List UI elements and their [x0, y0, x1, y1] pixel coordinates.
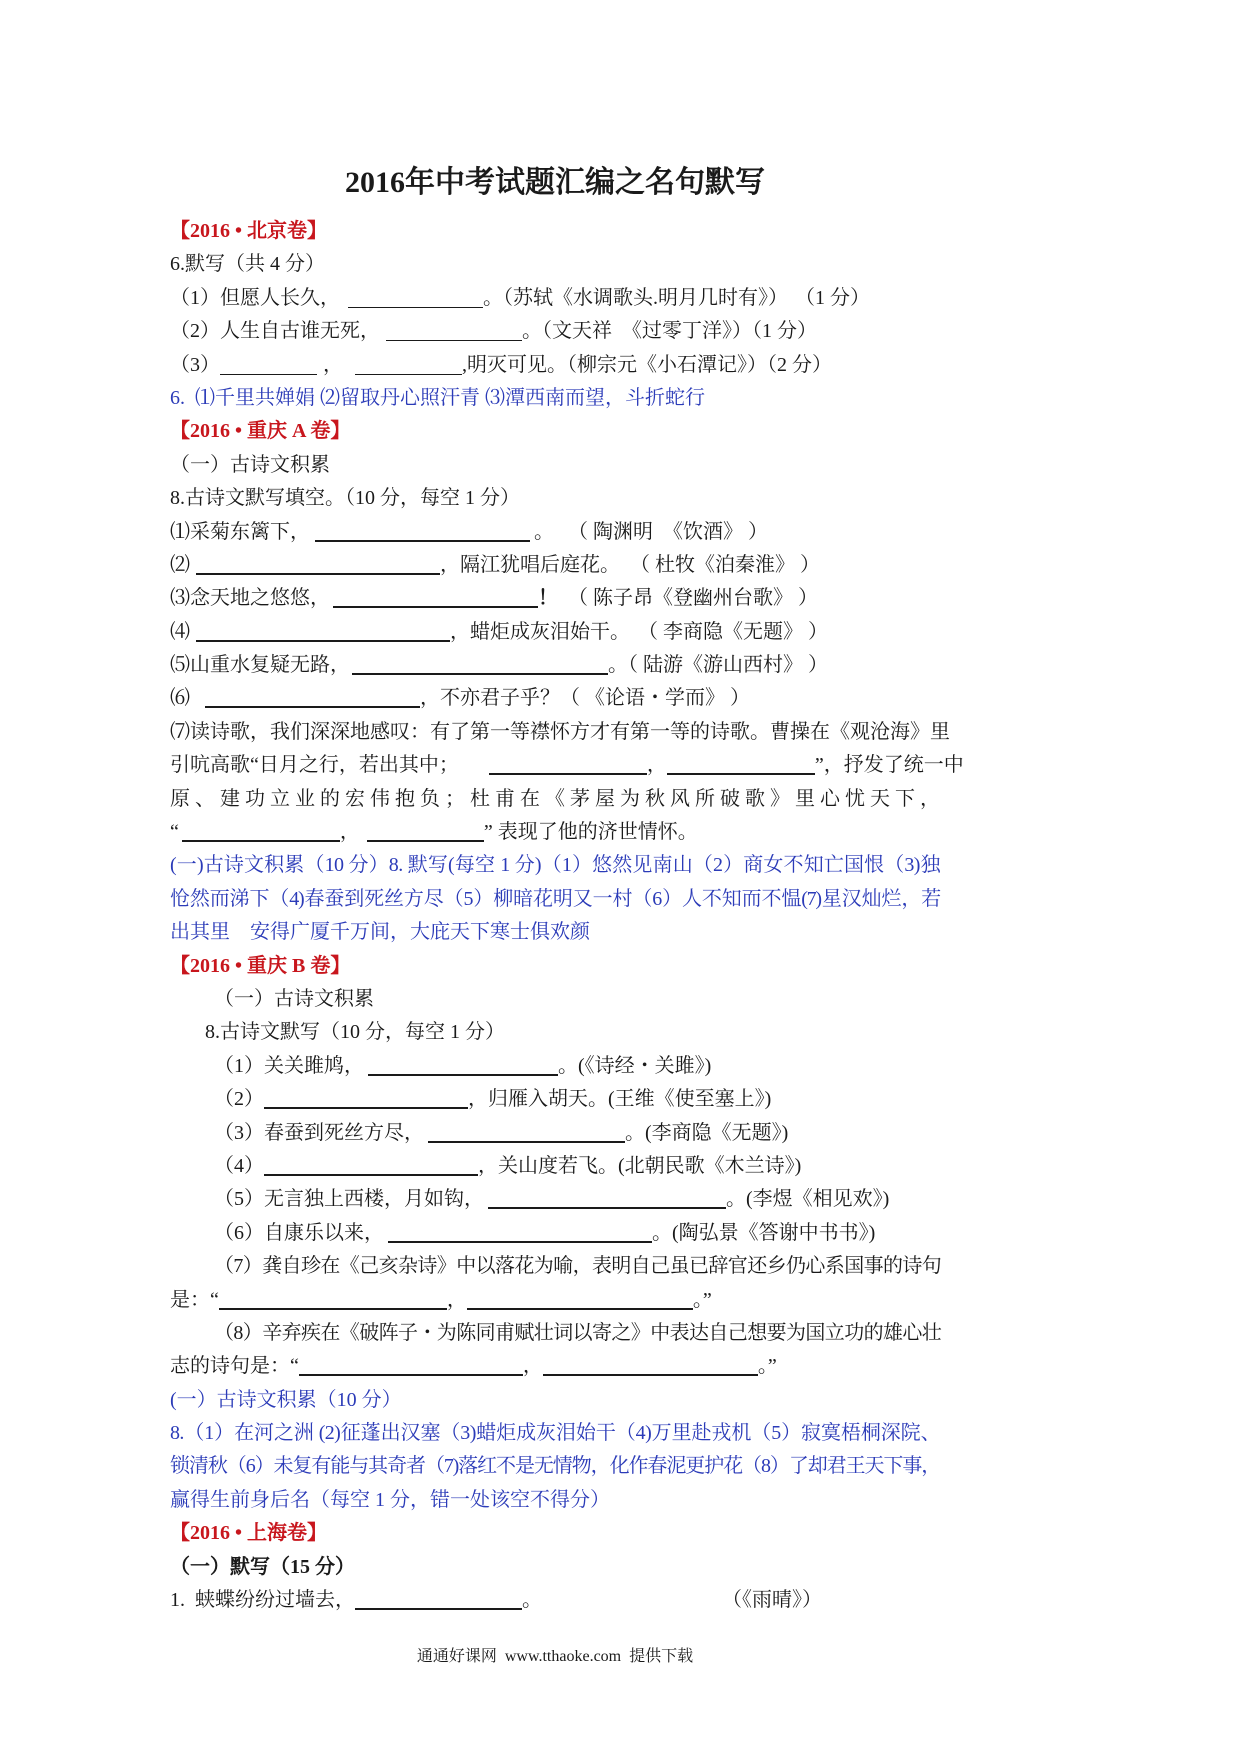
answer-line [170, 1450, 940, 1483]
section-header-chongqing-b: 【2016 • 重庆 B 卷】 [170, 954, 351, 977]
answer-line: 出其里 安得广厦千万间，大庇天下寒士俱欢颜 [170, 921, 590, 944]
question-text: ⑵ [170, 553, 190, 576]
answer-line [170, 1417, 940, 1450]
question-points: （1 分） [805, 286, 870, 309]
question-text: 。（ 陆游《游山西村》 ） [608, 654, 828, 677]
question-text: “ [170, 821, 179, 844]
question-text: ，不亦君子乎？（ 《论语・学而》 ） [420, 687, 750, 710]
question-line [170, 1350, 940, 1383]
subsection-title: （一）古诗文积累 [214, 987, 374, 1010]
answer-blank [333, 606, 538, 608]
answer-blank [205, 706, 420, 708]
question-text: ， [339, 821, 360, 844]
question-line [170, 582, 940, 615]
subsection-title: （一）古诗文积累 [170, 453, 330, 476]
question-line [214, 1217, 940, 1250]
question-text: （1）但愿人长久， [170, 286, 340, 309]
question-text: ， [522, 1355, 543, 1378]
answer-blank [264, 1107, 468, 1109]
question-title: 8.古诗文默写（10 分，每空 1 分） [205, 1021, 505, 1044]
question-text: （7）龚自珍在《己亥杂诗》中以落花为喻，表明自己虽已辞官还乡仍心系国事的诗句 [214, 1255, 942, 1278]
question-title: 6.默写（共 4 分） [170, 253, 325, 276]
question-text: 是：“ [170, 1288, 219, 1311]
question-text: 。 [522, 1589, 542, 1612]
question-text: 。” [757, 1355, 777, 1378]
question-line [170, 649, 940, 682]
subsection-title: （一）默写（15 分） [170, 1555, 355, 1578]
answer-blank [355, 374, 462, 375]
question-line [170, 315, 940, 348]
answer-line [170, 849, 940, 882]
question-source: （ 陶渊明 《饮酒》 ） [578, 520, 768, 543]
question-line [214, 1250, 940, 1283]
question-text: ，隔江犹唱后庭花。 [440, 553, 620, 576]
question-text: ⑺读诗歌，我们深深地感叹：有了第一等襟怀方才有第一等的诗歌。曹操在《观沧海》里 [170, 720, 950, 743]
question-line [170, 516, 940, 549]
question-text: ！ [538, 587, 558, 610]
question-text: ,明灭可见。（柳宗元《小石潭记》）（2 分） [462, 353, 832, 376]
answer-blank [348, 307, 483, 308]
answer-blank [367, 840, 484, 842]
answer-blank [220, 374, 317, 375]
question-title: 8.古诗文默写填空。（10 分，每空 1 分） [170, 487, 520, 510]
question-text: ， [646, 754, 667, 777]
question-text: ， [323, 353, 343, 376]
answer-blank [388, 1241, 652, 1243]
question-text: 。 [534, 520, 554, 543]
question-text: 。（苏轼《水调歌头.明月几时有》） [483, 286, 788, 309]
answer-text: (一)古诗文积累（10 分）8. 默写(每空 1 分)（1）悠然见南山（2）商女不知亡国恨（3)独 [170, 854, 940, 877]
document-body [170, 215, 964, 1617]
question-text: ⑴采菊东篱下， [170, 520, 310, 543]
answer-text: 怆然而涕下（4)春蚕到死丝方尽（5）柳暗花明又一村（6）人不知而不愠(7)星汉灿烂，若 [170, 887, 940, 910]
question-text: 。” [692, 1288, 712, 1311]
question-line [170, 1284, 940, 1317]
answer-blank [489, 773, 647, 775]
answer-blank [543, 1374, 758, 1376]
answer-blank [219, 1308, 447, 1310]
question-line [170, 682, 940, 715]
question-line [170, 783, 940, 816]
answer-blank [182, 840, 340, 842]
question-line [170, 716, 950, 749]
page-title: 2016年中考试题汇编之名句默写 [345, 166, 765, 199]
section-header-chongqing-a: 【2016 • 重庆 A 卷】 [170, 420, 351, 443]
answer-blank [467, 1308, 693, 1310]
question-text: ⑹ [170, 687, 190, 710]
answer-blank [428, 1141, 625, 1143]
question-text: 。(李煜《相见欢》) [726, 1188, 890, 1211]
question-text: ”，抒发了统一中 [814, 754, 964, 777]
question-text: （6）自康乐以来， [214, 1221, 384, 1244]
question-text: （5）无言独上西楼，月如钩， [214, 1188, 484, 1211]
question-text: ⑸山重水复疑无路， [170, 654, 350, 677]
answer-blank [196, 573, 440, 575]
question-text: （8）辛弃疾在《破阵子・为陈同甫赋壮词以寄之》中表达自己想要为国立功的雄心壮 [214, 1321, 942, 1344]
question-line [214, 1183, 940, 1216]
question-line [214, 1050, 940, 1083]
question-text: ⑶念天地之悠悠， [170, 587, 330, 610]
question-text: ，蜡炬成灰泪始干。 [450, 620, 630, 643]
answer-line: 赢得生前身后名（每空 1 分，错一处该空不得分） [170, 1488, 610, 1511]
question-text: 。(陶弘景《答谢中书书》) [652, 1221, 876, 1244]
question-line [170, 616, 940, 649]
answer-blank [196, 640, 450, 642]
question-text: ，归雁入胡天。(王维《使至塞上》) [468, 1088, 772, 1111]
question-source: （《雨晴》） [732, 1589, 822, 1612]
answer-blank [667, 773, 815, 775]
question-text: ” 表现了他的济世情怀。 [483, 821, 698, 844]
answer-text: 8.（1）在河之洲 (2)征蓬出汉塞（3)蜡炬成灰泪始干（4)万里赴戎机（5）寂寞梧桐深院、 [170, 1422, 940, 1445]
answer-blank [315, 540, 530, 542]
question-text: （2）人生自古谁无死， [170, 320, 380, 343]
question-line [170, 282, 940, 315]
answer-blank [386, 340, 522, 341]
section-header-beijing: 【2016 • 北京卷】 [170, 220, 328, 242]
answer-blank [352, 673, 608, 675]
question-text: 。（文天祥 《过零丁洋》）（1 分） [522, 320, 817, 343]
question-text: 原、建功立业的宏伟抱负；杜甫在《茅屋为秋风所破歌》里心忧天下， [170, 787, 940, 810]
question-line [170, 549, 940, 582]
question-text: 引吭高歌“日月之行，若出其中； [170, 754, 459, 777]
question-line [170, 816, 940, 849]
question-text: 。(李商隐《无题》) [625, 1121, 789, 1144]
answer-line [170, 883, 940, 916]
question-text: 。(《诗经・关雎》) [558, 1054, 712, 1077]
question-text: （4） [214, 1154, 264, 1177]
answer-blank [368, 1074, 558, 1076]
answer-blank [299, 1374, 523, 1376]
answer-blank [264, 1174, 478, 1176]
answer-line: 6. ⑴千里共婵娟 ⑵留取丹心照汗青 ⑶潭西南而望，斗折蛇行 [170, 386, 705, 409]
answer-text: 锁清秋（6）未复有能与其奇者（7)落红不是无情物，化作春泥更护花（8）了却君王天下事， [170, 1455, 940, 1478]
answer-blank [488, 1207, 726, 1209]
question-text: （3）春蚕到死丝方尽， [214, 1121, 424, 1144]
question-line [214, 1083, 940, 1116]
question-line [214, 1317, 940, 1350]
question-source: （ 杜牧《泊秦淮》 ） [640, 553, 820, 576]
question-text: （3） [170, 353, 220, 376]
question-line [170, 1584, 940, 1617]
page-footer: 通通好课网 www.tthaoke.com 提供下载 [416, 1648, 694, 1665]
question-text: ， [446, 1288, 467, 1311]
question-text: ⑷ [170, 620, 190, 643]
question-text: ，关山度若飞。(北朝民歌《木兰诗》) [478, 1154, 802, 1177]
answer-line: (一）古诗文积累（10 分） [170, 1388, 402, 1411]
question-line [214, 1117, 940, 1150]
question-line [170, 749, 964, 782]
question-text: （2） [214, 1088, 264, 1111]
question-text: 志的诗句是：“ [170, 1355, 299, 1378]
question-line [170, 349, 940, 382]
question-source: （ 陈子昂《登幽州台歌》 ） [568, 587, 818, 610]
answer-blank [355, 1608, 522, 1610]
question-text: 1. 蛱蝶纷纷过墙去， [170, 1589, 355, 1612]
question-line [214, 1150, 940, 1183]
section-header-shanghai: 【2016 • 上海卷】 [170, 1522, 328, 1545]
question-text: （1）关关雎鸠， [214, 1054, 364, 1077]
question-source: （ 李商隐《无题》 ） [648, 620, 828, 643]
